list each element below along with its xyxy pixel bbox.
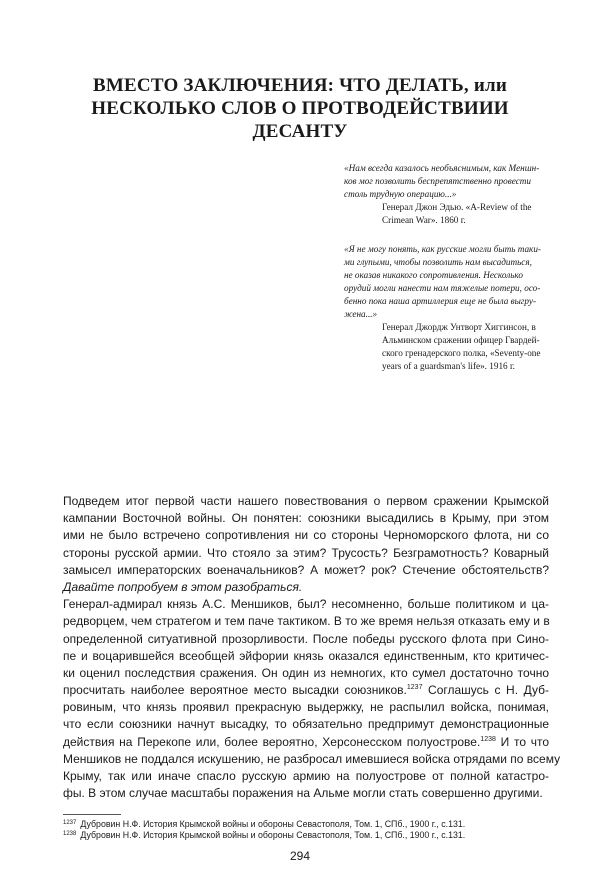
body-line: Крыму, так или иначе спасло русскую армию на полуострове от полной катастро- — [63, 769, 549, 783]
body-line: редворцем, чем стратегом и тем паче тактиком. В то же время нельзя отказать ему и в — [63, 614, 550, 629]
epigraph-line: «Я не могу понять, как русские могли быть таки- — [344, 244, 541, 254]
epigraph-line: ми глупыми, чтобы позволить нам высадиться, — [344, 257, 532, 267]
epigraph-line: жена...» — [344, 309, 378, 319]
epigraph-line: орудий могли нанести нам тяжелые потери, осо- — [344, 283, 541, 293]
epigraph-2 — [344, 243, 562, 373]
body-line: ровиным, что князь проявил прекрасную выдержку, не распылил войска, понимая, — [63, 700, 549, 715]
footnote-number: 1238 — [63, 831, 77, 837]
body-line: замысел императорских военачальников? А может? рок? Стечение обстоятельств? — [63, 562, 549, 577]
body-text — [63, 493, 561, 802]
epigraph-1-quote — [344, 162, 562, 201]
body-line: фы. В этом случае масштабы поражения на Альме могли стать совершенно другими. — [63, 786, 543, 801]
body-line: Подведем итог первой части нашего повествования о первом сражении Крымской — [63, 494, 549, 508]
footnote-divider — [63, 814, 121, 815]
epigraph-2-quote — [344, 243, 562, 321]
chapter-title-line-2: НЕСКОЛЬКО СЛОВ О ПРОТВОДЕЙСТВИИИ — [91, 98, 509, 119]
chapter-title-line-1: ВМЕСТО ЗАКЛЮЧЕНИЯ: ЧТО ДЕЛАТЬ, или — [93, 75, 507, 96]
footnote-text: Дубровин Н.Ф. История Крымской войны и обороны Севастополя, Том. 1, СПб., 1900 г., с.131. — [80, 819, 466, 829]
body-line: ки оценил последствия сражения. Он один из немногих, кто сумел достаточно точно — [63, 665, 549, 680]
body-fragment: Соглашусь с Н. Дуб- — [422, 683, 550, 698]
chapter-title-line-3: ДЕСАНТУ — [252, 121, 348, 142]
body-line: что если союзники начнут высадку, то обязательно предпримут демонстрационные — [63, 717, 549, 732]
body-line: пе и воцарившейся всеобщей эйфории князь оказался единственным, кто критичес- — [63, 648, 549, 663]
epigraph-1 — [344, 162, 562, 227]
body-line: Меншиков не поддался искушению, не разбросал имевшиеся войска отрядами по всему — [63, 751, 561, 766]
attribution-line: ского гренадерского полка, «Seventy-one — [382, 348, 541, 358]
epigraph-line: «Нам всегда казалось необъяснимым, как Меншн- — [344, 163, 540, 173]
body-fragment: просчитать наиболее вероятное место высадки союзников. — [63, 683, 407, 698]
epigraph-line: столь трудную операцию...» — [344, 189, 457, 199]
body-line — [63, 579, 549, 596]
attribution-line: Генерал Джон Эдью. «A-Review of the — [382, 202, 532, 212]
body-line: стороны русской армии. Что стояло за этим? Трусость? Безграмотность? Коварный — [63, 545, 549, 560]
body-line — [63, 734, 549, 751]
attribution-line: Генерал Джордж Унтворт Хиггинсон, в — [382, 322, 536, 332]
body-line: ими не было встречено сопротивления ни со стороны Черноморского флота, ни со — [63, 528, 549, 543]
epigraph-line: бенно пока наша артиллерия еще не была выгру- — [344, 296, 537, 306]
body-fragment: И то что — [495, 734, 550, 749]
body-line: определенной ситуативной прозорливости. После победы русского флота при Сино- — [63, 631, 549, 646]
footnote — [63, 829, 553, 841]
chapter-title — [60, 74, 540, 143]
footnote-ref[interactable]: 1238 — [480, 735, 496, 743]
footnote-text: Дубровин Н.Ф. История Крымской войны и обороны Севастополя, Том. 1, СПб., 1900 г., с.131. — [80, 830, 466, 840]
body-line — [63, 682, 549, 699]
page-number: 294 — [289, 849, 311, 863]
epigraph-1-attribution — [344, 201, 562, 227]
body-fragment: действия на Перекопе или, более вероятно, Херсонесском полуострове. — [63, 734, 481, 749]
body-line: Генерал-адмирал князь А.С. Меншиков, был? несомненно, больше политиком и ца- — [63, 597, 549, 612]
attribution-line: years of a guardsman's life». 1916 г. — [382, 361, 515, 371]
footnote-number: 1237 — [63, 820, 77, 826]
italic-sentence: Давайте попробуем в этом разобраться. — [63, 579, 303, 594]
attribution-line: Crimean War». 1860 г. — [382, 215, 466, 225]
epigraph-line: не оказав никакого сопротивления. Несколько — [344, 270, 523, 280]
epigraph-2-attribution — [344, 321, 562, 373]
epigraph-line: ков мог позволить беспрепятственно провести — [344, 176, 531, 186]
body-line: кампании Восточной войны. Он понятен: союзники высадились в Крыму, при этом — [63, 511, 549, 526]
attribution-line: Альминском сражении офицер Гвардей- — [382, 335, 540, 345]
footnote-ref[interactable]: 1237 — [406, 684, 423, 692]
